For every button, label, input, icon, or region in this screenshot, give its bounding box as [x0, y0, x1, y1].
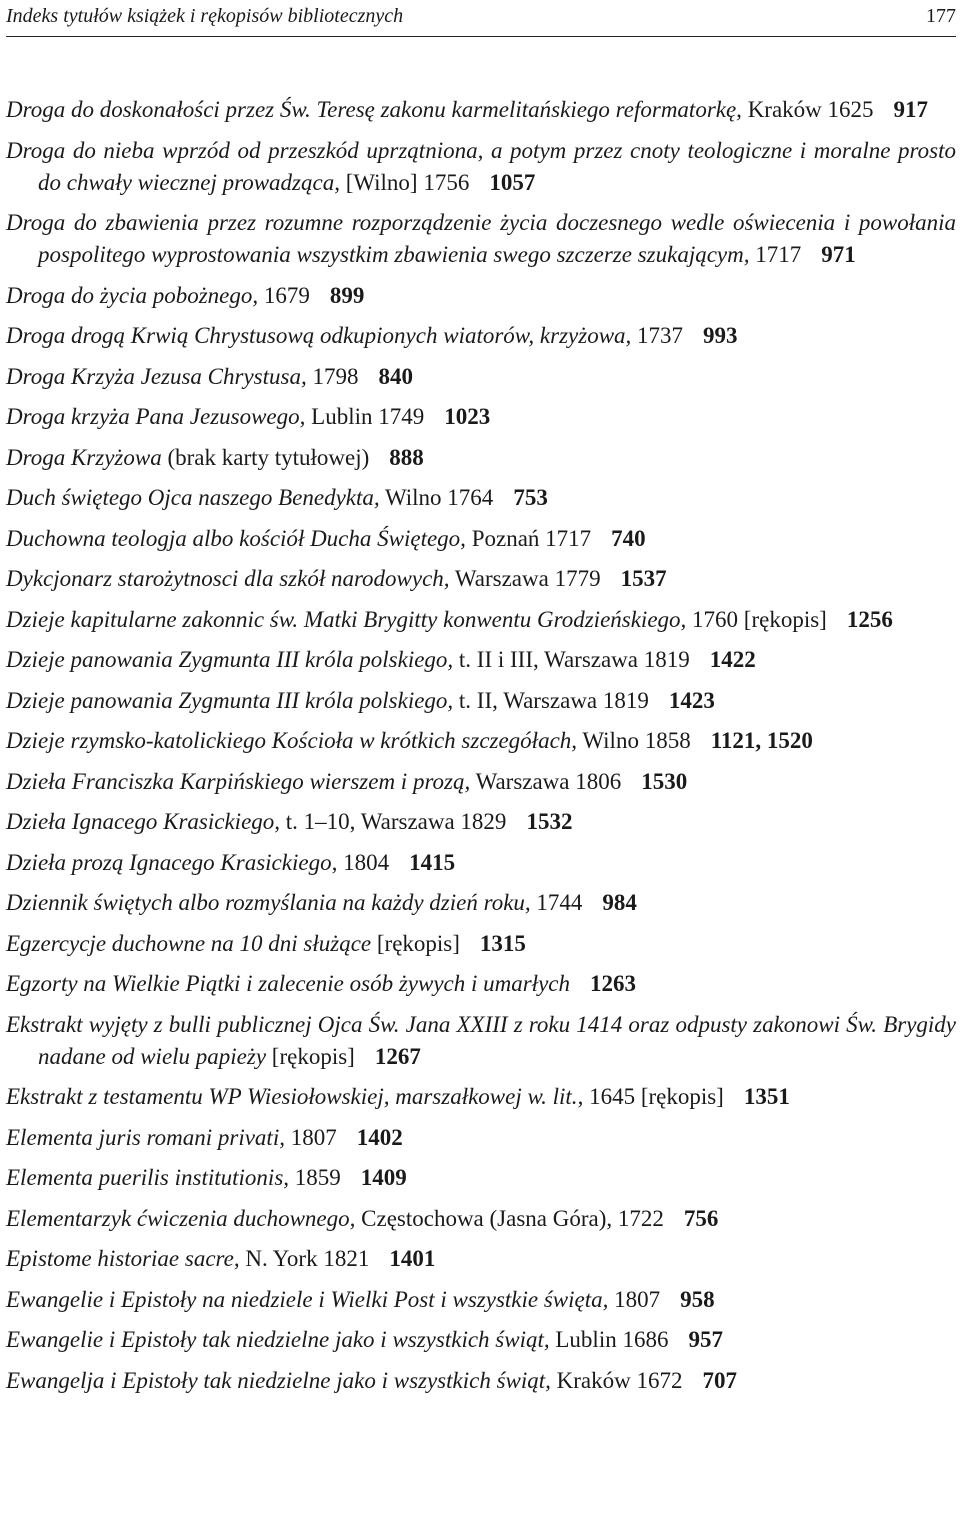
index-entry: [6, 207, 956, 271]
entry-title: Droga do doskonałości przez Św. Teresę zakonu karmelitańskiego reformatorkę,: [6, 97, 742, 122]
entry-catalog-number: 1121, 1520: [710, 728, 813, 753]
index-entry: [6, 928, 956, 960]
entry-imprint: Poznań 1717: [465, 525, 592, 551]
entry-title: Ekstrakt z testamentu WP Wiesiołowskiej, marszałkowej w. lit.: [6, 1084, 578, 1109]
running-header: [6, 0, 956, 36]
entry-catalog-number: 1057: [489, 169, 536, 195]
index-entry: [6, 1162, 956, 1194]
entry-title: Ewangelie i Epistoły tak niedzielne jako i wszystkich świąt,: [6, 1327, 550, 1352]
entry-catalog-number: 917: [893, 97, 929, 122]
entry-imprint: t. 1–10, Warszawa 1829: [280, 809, 507, 834]
index-entry: [6, 361, 956, 393]
entry-imprint: 1760 [rękopis]: [686, 606, 827, 632]
entry-title: Dzieła prozą Ignacego Krasickiego,: [6, 849, 338, 875]
entry-title: Droga do zbawienia przez rozumne rozporządzenie życia doczesnego wedle oświecenia i powołania pospolitego wyprostowania wszystkim zbawienia swego szczerze szukającym,: [6, 210, 956, 267]
entry-title: Dziennik świętych albo rozmyślania na każdy dzień roku,: [6, 890, 531, 915]
entry-catalog-number: 840: [378, 363, 413, 389]
entry-imprint: [rękopis]: [266, 1043, 355, 1069]
entry-title: Ewangelja i Epistoły tak niedzielne jako i wszystkich świąt,: [6, 1367, 551, 1393]
index-entries: [6, 94, 956, 1405]
index-entry: [6, 442, 956, 474]
entry-title: Dykcjonarz starożytnosci dla szkół narodowych,: [6, 566, 450, 591]
entry-imprint: Wilno 1858: [577, 728, 691, 753]
entry-catalog-number: 1402: [356, 1124, 403, 1150]
entry-title: Droga Krzyżowa: [6, 444, 162, 470]
entry-title: Dzieje panowania Zygmunta III króla polskiego,: [6, 687, 454, 713]
entry-title: Elementarzyk ćwiczenia duchownego,: [6, 1205, 356, 1231]
index-entry: [6, 847, 956, 879]
index-entry: [6, 1203, 956, 1235]
entry-title: Dzieje panowania Zygmunta III króla polskiego,: [6, 647, 454, 672]
entry-imprint: [rękopis]: [371, 930, 460, 956]
entry-catalog-number: 1401: [389, 1246, 436, 1271]
entry-imprint: Wilno 1764: [379, 485, 494, 510]
entry-title: Epistome historiae sacre,: [6, 1246, 240, 1271]
entry-title: Ekstrakt wyjęty z bulli publicznej Ojca Św. Jana XXIII z roku 1414 oraz odpusty zakonowi Św. Brygidy nadane od wielu papieży: [6, 1011, 956, 1069]
entry-imprint: 1859: [289, 1165, 341, 1190]
entry-imprint: Warszawa 1806: [470, 768, 622, 794]
entry-title: Duchowna teologja albo kościół Ducha Świętego,: [6, 525, 466, 551]
page-number: 177: [926, 5, 956, 27]
index-entry: [6, 1009, 956, 1073]
entry-catalog-number: 1409: [360, 1165, 407, 1190]
index-entry: [6, 1122, 956, 1154]
entry-imprint: 1798: [306, 363, 359, 389]
index-entry: [6, 401, 956, 433]
index-entry: [6, 523, 956, 555]
entry-title: Elementa puerilis institutionis,: [6, 1165, 290, 1190]
entry-imprint: Warszawa 1779: [449, 566, 601, 591]
index-entry: [6, 1081, 956, 1113]
entry-title: Droga drogą Krwią Chrystusową odkupionych wiatorów, krzyżowa,: [6, 323, 632, 348]
entry-title: Droga krzyża Pana Jezusowego,: [6, 404, 306, 429]
entry-title: Duch świętego Ojca naszego Benedykta,: [6, 485, 380, 510]
index-entry: [6, 766, 956, 798]
entry-imprint: t. II, Warszawa 1819: [453, 687, 649, 713]
entry-catalog-number: 707: [702, 1367, 737, 1393]
index-entry: [6, 1243, 956, 1275]
index-entry: [6, 644, 956, 676]
index-entry: [6, 1324, 956, 1356]
entry-imprint: Lublin 1686: [549, 1327, 669, 1352]
entry-imprint: Częstochowa (Jasna Góra), 1722: [355, 1205, 664, 1231]
index-entry: [6, 685, 956, 717]
entry-title: Egzorty na Wielkie Piątki i zalecenie osób żywych i umarłych: [6, 971, 570, 996]
entry-imprint: , 1645 [rękopis]: [577, 1084, 724, 1109]
entry-catalog-number: 1315: [479, 930, 526, 956]
index-entry: [6, 968, 956, 1000]
entry-catalog-number: 958: [680, 1286, 715, 1312]
index-entry: [6, 320, 956, 352]
index-entry: [6, 563, 956, 595]
entry-imprint: 1717: [749, 242, 802, 267]
entry-title: Dzieje kapitularne zakonnic św. Matki Brygitty konwentu Grodzieńskiego,: [6, 606, 687, 632]
entry-imprint: Kraków 1672: [550, 1367, 683, 1393]
entry-catalog-number: 1537: [620, 566, 667, 591]
entry-catalog-number: 957: [688, 1327, 723, 1352]
entry-title: Ewangelie i Epistoły na niedziele i Wielki Post i wszystkie święta,: [6, 1286, 609, 1312]
entry-title: Dzieła Ignacego Krasickiego,: [6, 809, 281, 834]
entry-catalog-number: 1267: [374, 1043, 421, 1069]
entry-catalog-number: 971: [821, 242, 856, 267]
running-title: Indeks tytułów książek i rękopisów bibliotecznych: [6, 5, 404, 27]
index-entry: [6, 94, 956, 126]
index-entry: [6, 280, 956, 312]
header-rule: [6, 36, 956, 37]
entry-imprint: Lublin 1749: [305, 404, 425, 429]
entry-title: Elementa juris romani privati,: [6, 1124, 285, 1150]
index-entry: [6, 887, 956, 919]
entry-catalog-number: 1351: [743, 1084, 790, 1109]
entry-imprint: (brak karty tytułowej): [161, 444, 370, 470]
entry-imprint: Kraków 1625: [741, 97, 874, 122]
index-entry: [6, 806, 956, 838]
entry-title: Dzieje rzymsko-katolickiego Kościoła w krótkich szczegółach,: [6, 728, 578, 753]
entry-catalog-number: 753: [513, 485, 548, 510]
entry-title: Droga Krzyża Jezusa Chrystusa,: [6, 363, 307, 389]
entry-imprint: 1804: [337, 849, 390, 875]
entry-imprint: 1807: [608, 1286, 661, 1312]
entry-imprint: t. II i III, Warszawa 1819: [453, 647, 690, 672]
entry-title: Droga do życia pobożnego,: [6, 282, 259, 308]
entry-imprint: 1744: [530, 890, 583, 915]
entry-catalog-number: 984: [602, 890, 637, 915]
entry-catalog-number: 993: [703, 323, 738, 348]
index-entry: [6, 482, 956, 514]
entry-catalog-number: 756: [683, 1205, 719, 1231]
entry-imprint: N. York 1821: [239, 1246, 370, 1271]
index-entry: [6, 135, 956, 199]
index-entry: [6, 1365, 956, 1397]
entry-catalog-number: 1422: [709, 647, 756, 672]
entry-catalog-number: 1415: [409, 849, 456, 875]
entry-catalog-number: 899: [329, 282, 365, 308]
entry-catalog-number: 1263: [590, 971, 636, 996]
entry-title: Droga do nieba wprzód od przeszkód uprzątniona, a potym przez cnoty teologiczne i moralne prosto do chwały wiecznej prowadząca,: [6, 137, 956, 195]
entry-catalog-number: 1423: [668, 687, 715, 713]
entry-catalog-number: 1256: [846, 606, 893, 632]
index-entry: [6, 725, 956, 757]
entry-title: Egzercycje duchowne na 10 dni służące: [6, 930, 372, 956]
entry-catalog-number: 1023: [444, 404, 491, 429]
entry-catalog-number: 1532: [526, 809, 573, 834]
index-entry: [6, 604, 956, 636]
index-entry: [6, 1284, 956, 1316]
entry-imprint: 1679: [258, 282, 310, 308]
entry-imprint: 1807: [284, 1124, 337, 1150]
entry-imprint: [Wilno] 1756: [339, 169, 470, 195]
entry-catalog-number: 740: [611, 525, 646, 551]
entry-catalog-number: 1530: [641, 768, 688, 794]
entry-title: Dzieła Franciszka Karpińskiego wierszem i prozą,: [6, 768, 471, 794]
entry-imprint: 1737: [631, 323, 684, 348]
entry-catalog-number: 888: [389, 444, 424, 470]
